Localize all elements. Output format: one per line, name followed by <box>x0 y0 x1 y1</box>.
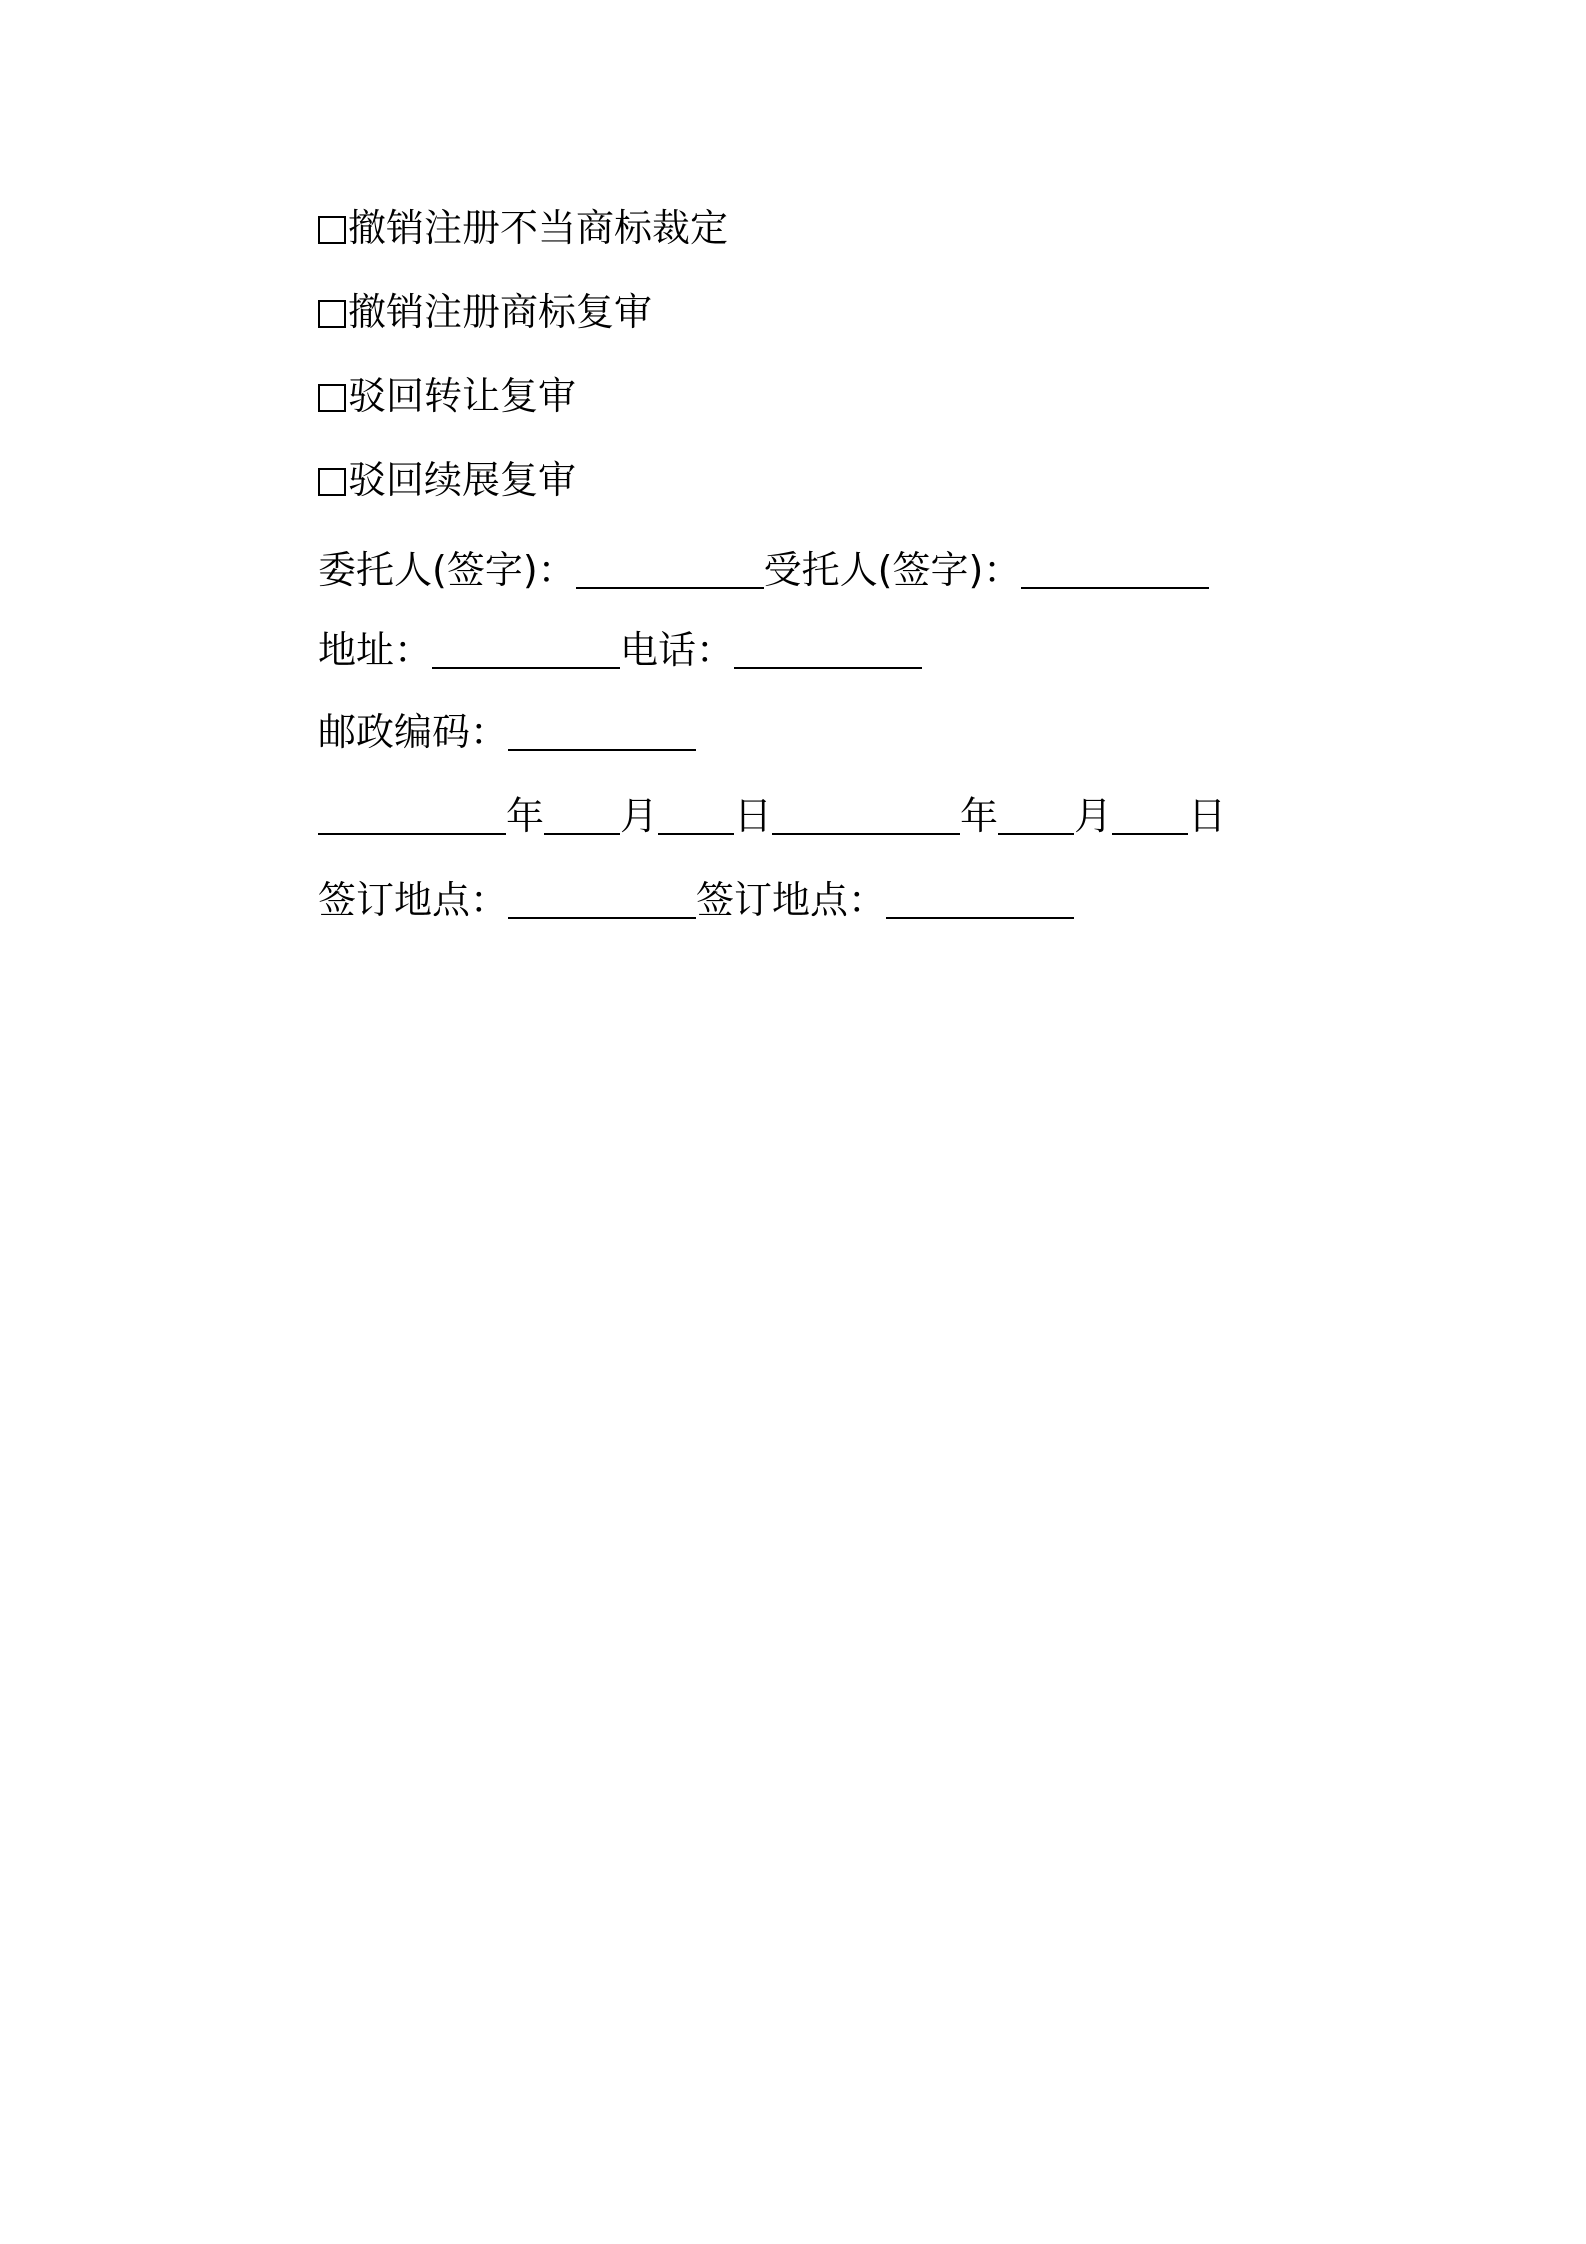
address-label: 地址： <box>318 628 433 672</box>
year-label-1: 年 <box>506 794 545 838</box>
day-label-2: 日 <box>1188 794 1227 838</box>
year-field-2[interactable] <box>772 793 960 835</box>
principal-signature-label: 委托人(签字)： <box>318 548 576 592</box>
signing-place-label-2: 签订地点： <box>696 878 887 922</box>
day-field-2[interactable] <box>1112 793 1188 835</box>
option-label: 驳回续展复审 <box>348 458 577 502</box>
option-row <box>318 284 652 340</box>
postal-code-label: 邮政编码： <box>318 710 509 754</box>
year-label-2: 年 <box>960 794 999 838</box>
signing-place-field-1[interactable] <box>508 877 696 919</box>
option-label: 撤销注册不当商标裁定 <box>348 206 729 250</box>
checkbox[interactable] <box>318 384 346 412</box>
option-label: 驳回转让复审 <box>348 374 577 418</box>
month-label-2: 月 <box>1074 794 1113 838</box>
contact-row <box>318 622 922 678</box>
month-label-1: 月 <box>620 794 659 838</box>
signing-place-label-1: 签订地点： <box>318 878 509 922</box>
option-row <box>318 200 728 256</box>
year-field-1[interactable] <box>318 793 506 835</box>
checkbox[interactable] <box>318 468 346 496</box>
checkbox[interactable] <box>318 300 346 328</box>
day-field-1[interactable] <box>658 793 734 835</box>
signing-place-row <box>318 872 1074 928</box>
signature-row <box>318 542 1209 598</box>
phone-field[interactable] <box>734 627 922 669</box>
option-row <box>318 368 576 424</box>
postal-row <box>318 704 696 760</box>
agent-signature-field[interactable] <box>1021 547 1209 589</box>
postal-code-field[interactable] <box>508 709 696 751</box>
month-field-2[interactable] <box>998 793 1074 835</box>
option-row <box>318 452 576 508</box>
agent-signature-label: 受托人(签字)： <box>763 548 1022 592</box>
principal-signature-field[interactable] <box>576 547 764 589</box>
checkbox[interactable] <box>318 216 346 244</box>
option-label: 撤销注册商标复审 <box>348 290 653 334</box>
date-row <box>318 788 1226 844</box>
address-field[interactable] <box>432 627 620 669</box>
signing-place-field-2[interactable] <box>886 877 1074 919</box>
phone-label: 电话： <box>620 628 735 672</box>
day-label-1: 日 <box>734 794 773 838</box>
month-field-1[interactable] <box>544 793 620 835</box>
